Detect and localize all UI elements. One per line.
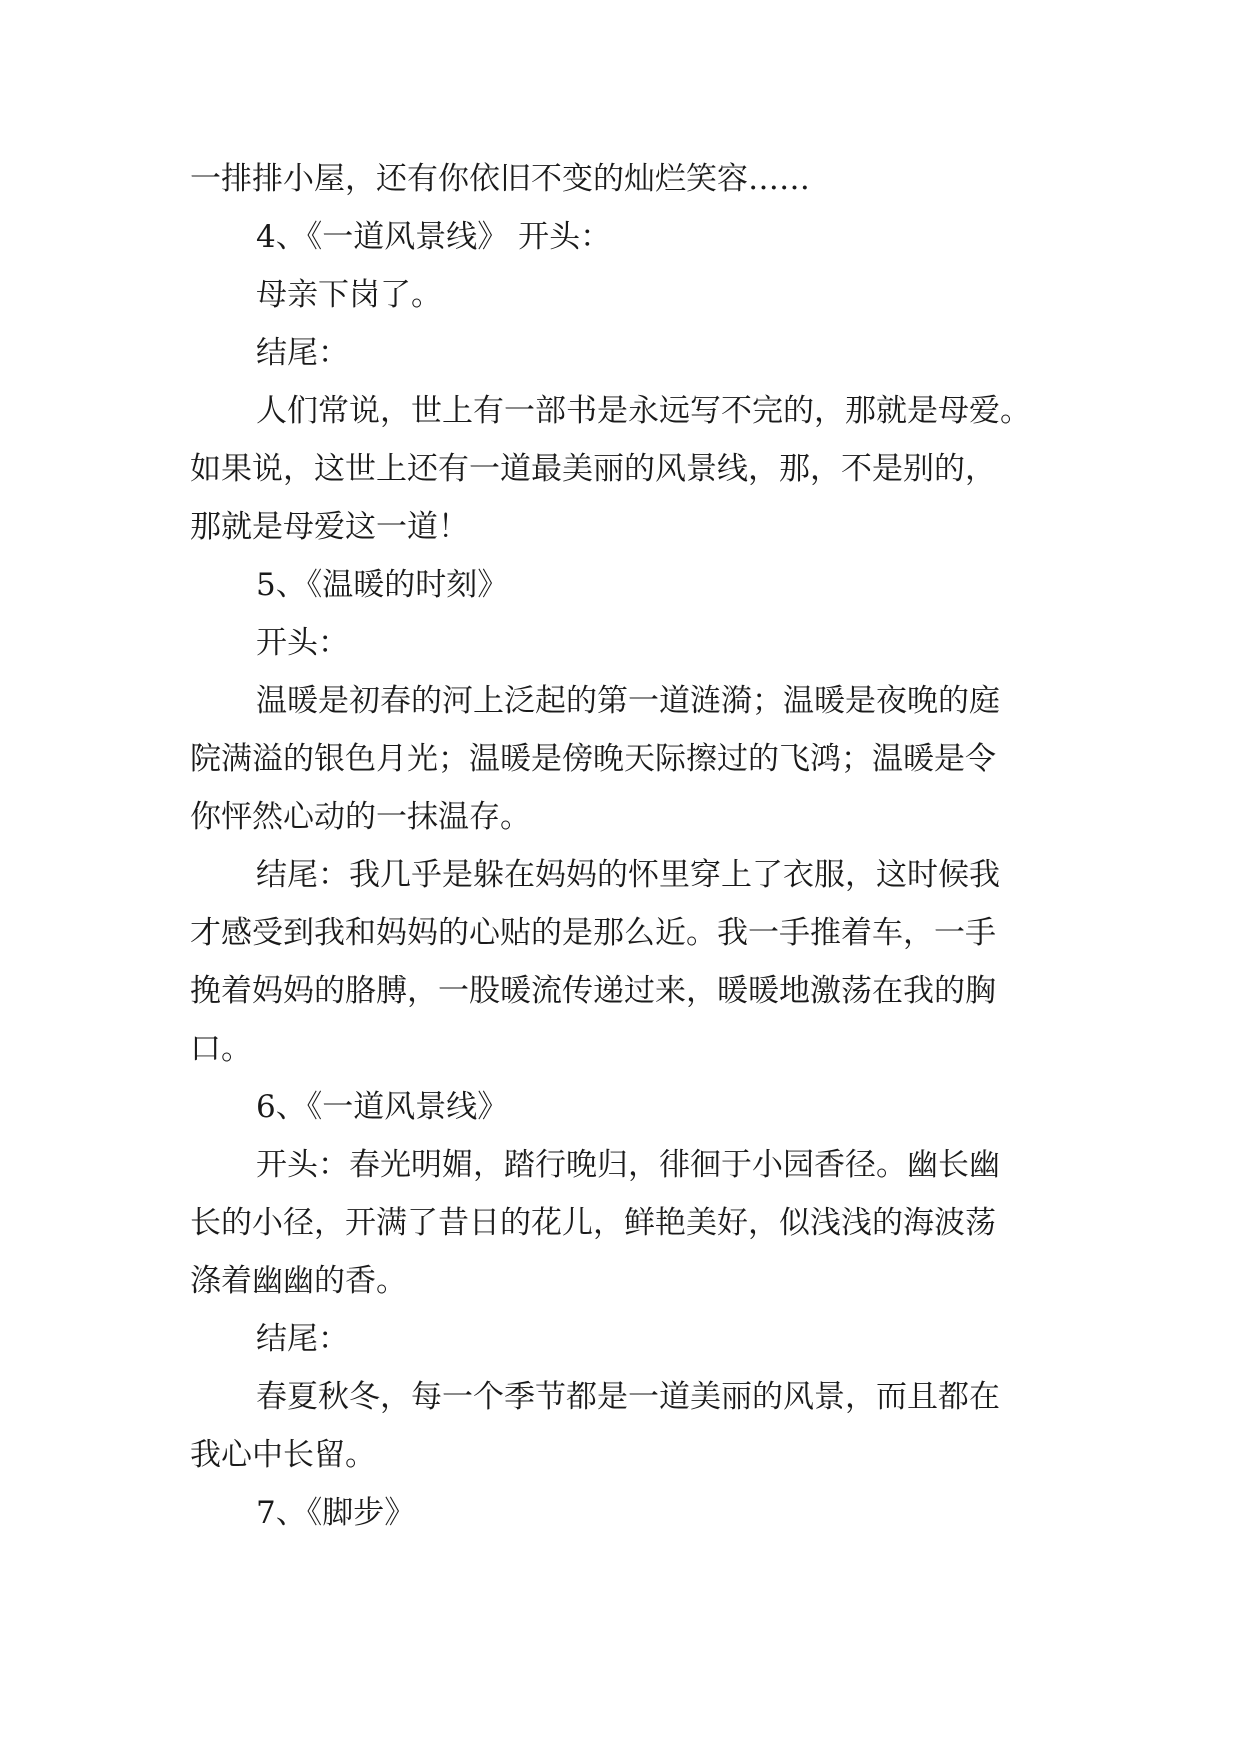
text-line: 结尾： [256, 335, 349, 371]
text-line: 涤着幽幽的香。 [190, 1263, 407, 1299]
text-line: 口。 [190, 1031, 252, 1067]
text-line: 结尾： [256, 1321, 349, 1357]
text-line: 长的小径，开满了昔日的花儿，鲜艳美好，似浅浅的海波荡 [190, 1205, 996, 1241]
section-heading: 5、《温暖的时刻》 [256, 567, 509, 603]
text-line: 那就是母爱这一道！ [190, 509, 469, 545]
text-line: 人们常说，世上有一部书是永远写不完的，那就是母爱。 [256, 393, 1031, 429]
text-line: 开头： [256, 625, 349, 661]
document-page [190, 150, 1070, 1542]
text-line: 春夏秋冬，每一个季节都是一道美丽的风景，而且都在 [256, 1379, 1000, 1415]
section-heading: 4、《一道风景线》 开头： [256, 219, 612, 255]
text-line: 结尾：我几乎是躲在妈妈的怀里穿上了衣服，这时候我 [256, 857, 1000, 893]
text-line: 母亲下岗了。 [256, 277, 442, 313]
text-line: 你怦然心动的一抹温存。 [190, 799, 531, 835]
text-line: 如果说，这世上还有一道最美丽的风景线，那，不是别的， [190, 451, 996, 487]
text-line: 一排排小屋，还有你依旧不变的灿烂笑容…… [190, 161, 810, 197]
section-heading: 6、《一道风景线》 [256, 1089, 509, 1125]
text-line: 挽着妈妈的胳膊，一股暖流传递过来，暖暖地激荡在我的胸 [190, 973, 996, 1009]
text-line: 温暖是初春的河上泛起的第一道涟漪；温暖是夜晚的庭 [256, 683, 1000, 719]
section-heading: 7、《脚步》 [256, 1495, 416, 1531]
text-line: 才感受到我和妈妈的心贴的是那么近。我一手推着车，一手 [190, 915, 996, 951]
text-line: 开头：春光明媚，踏行晚归，徘徊于小园香径。幽长幽 [256, 1147, 1000, 1183]
text-line: 我心中长留。 [190, 1437, 376, 1473]
text-line: 院满溢的银色月光；温暖是傍晚天际擦过的飞鸿；温暖是令 [190, 741, 996, 777]
